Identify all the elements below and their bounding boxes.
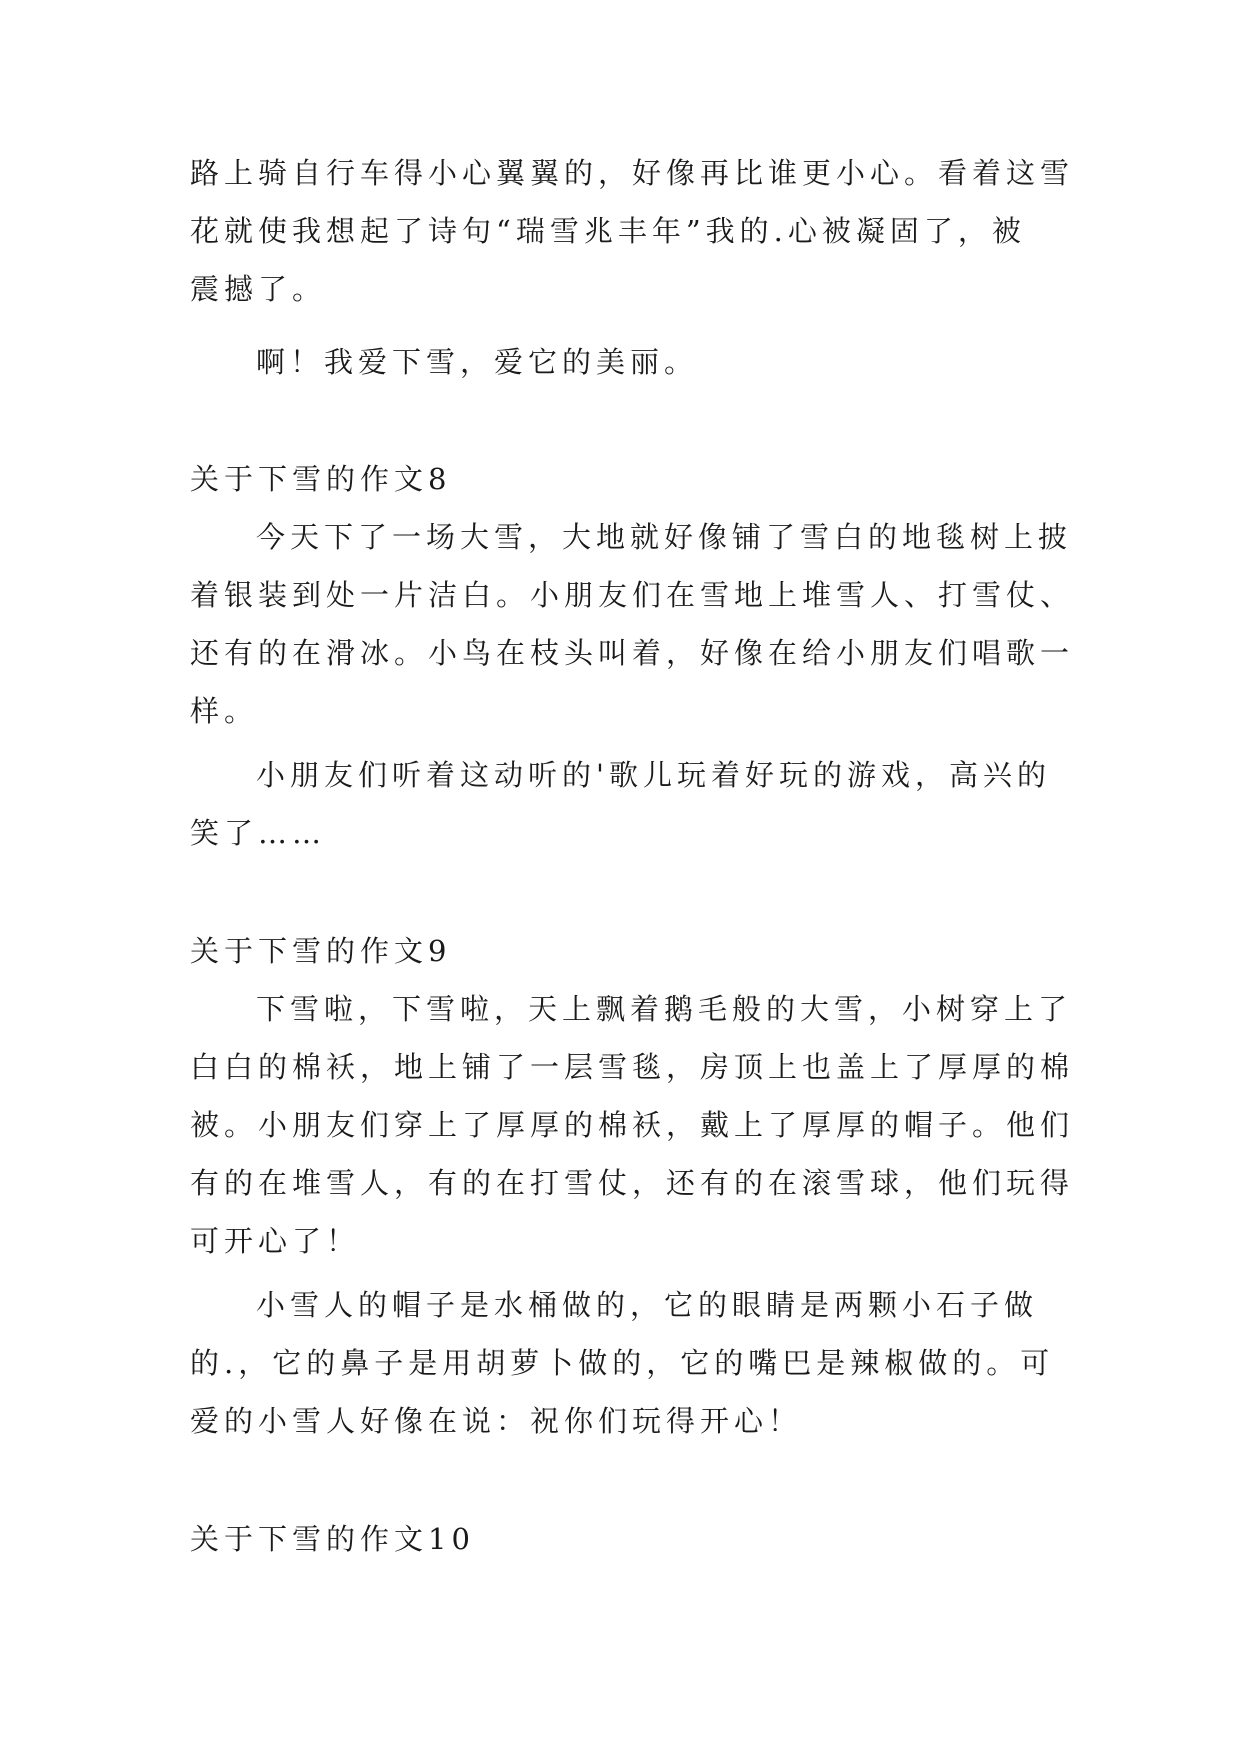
paragraph-line: 花就使我想起了诗句“瑞雪兆丰年”我的.心被凝固了，被 xyxy=(190,214,1026,248)
paragraph-line: 还有的在滑冰。小鸟在枝头叫着，好像在给小朋友们唱歌一 xyxy=(190,636,1075,670)
paragraph-line: 的.，它的鼻子是用胡萝卜做的，它的嘴巴是辣椒做的。可 xyxy=(190,1346,1055,1380)
paragraph-line: 笑了…… xyxy=(190,816,327,850)
paragraph-line: 今天下了一场大雪，大地就好像铺了雪白的地毯树上披 xyxy=(256,520,1073,554)
paragraph-line: 白白的棉袄，地上铺了一层雪毯，房顶上也盖上了厚厚的棉 xyxy=(190,1050,1075,1084)
paragraph-line: 震撼了。 xyxy=(190,272,327,306)
paragraph-line: 可开心了！ xyxy=(190,1224,361,1258)
paragraph-line: 样。 xyxy=(190,694,259,728)
section-heading-8: 关于下雪的作文8 xyxy=(190,462,452,496)
paragraph-line: 被。小朋友们穿上了厚厚的棉袄，戴上了厚厚的帽子。他们 xyxy=(190,1108,1075,1142)
paragraph-line: 有的在堆雪人，有的在打雪仗，还有的在滚雪球，他们玩得 xyxy=(190,1166,1075,1200)
section-heading-10: 关于下雪的作文10 xyxy=(190,1522,475,1556)
paragraph-line: 下雪啦，下雪啦，天上飘着鹅毛般的大雪，小树穿上了 xyxy=(256,992,1073,1026)
paragraph-line: 小朋友们听着这动听的'歌儿玩着好玩的游戏，高兴的 xyxy=(256,758,1051,792)
paragraph-line: 路上骑自行车得小心翼翼的，好像再比谁更小心。看着这雪 xyxy=(190,156,1075,190)
paragraph-line: 爱的小雪人好像在说：祝你们玩得开心！ xyxy=(190,1404,803,1438)
paragraph-line: 着银装到处一片洁白。小朋友们在雪地上堆雪人、打雪仗、 xyxy=(190,578,1075,612)
paragraph-line: 啊！我爱下雪，爱它的美丽。 xyxy=(256,345,699,379)
paragraph-line: 小雪人的帽子是水桶做的，它的眼睛是两颗小石子做 xyxy=(256,1288,1039,1322)
section-heading-9: 关于下雪的作文9 xyxy=(190,934,452,968)
